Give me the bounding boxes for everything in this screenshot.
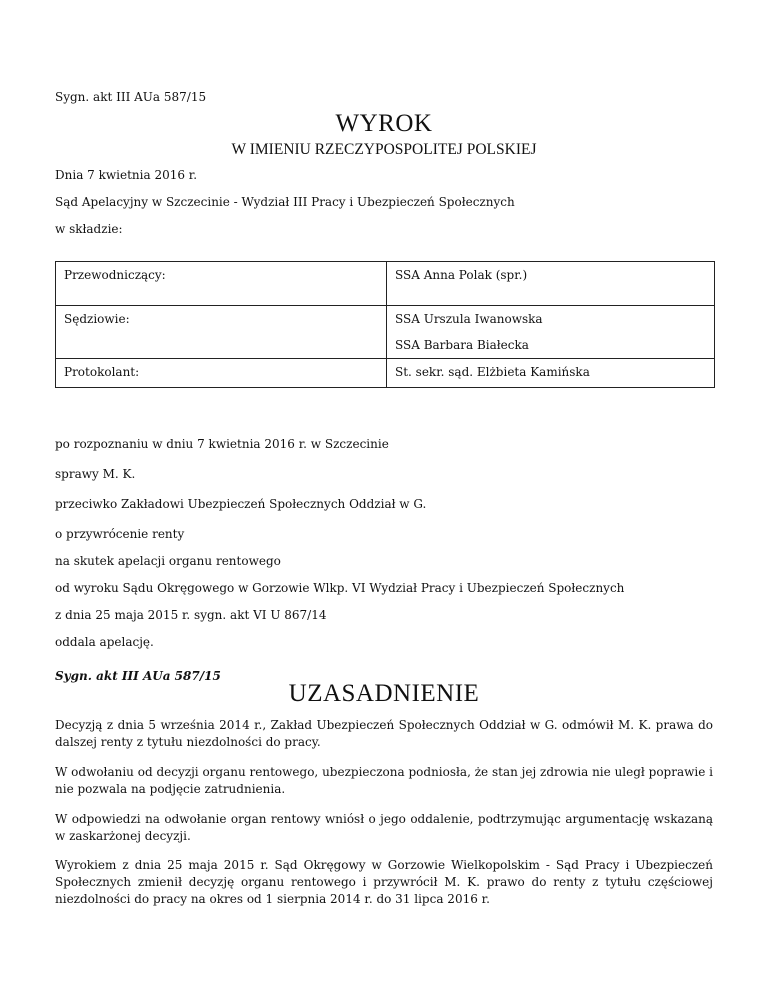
- clerk-name: St. sekr. sąd. Elżbieta Kamińska: [395, 365, 590, 379]
- ruling-line: sprawy M. K.: [55, 467, 136, 481]
- justification-paragraph: Wyrokiem z dnia 25 maja 2015 r. Sąd Okręgowy w Gorzowie Wielkopolskim - Sąd Pracy i Ubezpieczeń Społecznych zmienił decyzję organu rentowego i przywrócił M. K. prawo do renty z tytułu częściowej niezdolności do pracy na okres od 1 sierpnia 2014 r. do 31 lipca 2016 r.: [55, 858, 713, 906]
- ruling-date: Dnia 7 kwietnia 2016 r.: [55, 168, 198, 182]
- table-row: [56, 306, 715, 359]
- court-name: Sąd Apelacyjny w Szczecinie - Wydział III Pracy i Ubezpieczeń Społecznych: [55, 195, 515, 209]
- justification-title: UZASADNIENIE: [288, 680, 480, 707]
- clerk-label: Protokolant:: [64, 365, 140, 379]
- judge-name: SSA Urszula Iwanowska: [395, 312, 543, 326]
- chair-label: Przewodniczący:: [64, 268, 166, 282]
- chair-name: SSA Anna Polak (spr.): [395, 268, 528, 282]
- justification-paragraph: W odwołaniu od decyzji organu rentowego, ubezpieczona podniosła, że stan jej zdrowia nie uległ poprawie i nie pozwala na podjęcie zatrudnienia.: [55, 765, 713, 796]
- justification-paragraph: Decyzją z dnia 5 września 2014 r., Zakład Ubezpieczeń Społecznych Oddział w G. odmówił M. K. prawa do dalszej renty z tytułu niezdolności do pracy.: [55, 718, 713, 749]
- ruling-line: przeciwko Zakładowi Ubezpieczeń Społecznych Oddział w G.: [55, 497, 427, 511]
- ruling-line: na skutek apelacji organu rentowego: [55, 554, 281, 568]
- justification-paragraph: W odpowiedzi na odwołanie organ rentowy wniósł o jego oddalenie, podtrzymując argumentację wskazaną w zaskarżonej decyzji.: [55, 812, 713, 843]
- ruling-line: po rozpoznaniu w dniu 7 kwietnia 2016 r. w Szczecinie: [55, 437, 389, 451]
- judges-label: Sędziowie:: [64, 312, 130, 326]
- document-title: WYROK: [335, 110, 433, 137]
- table-row: [56, 262, 715, 306]
- ruling-line: o przywrócenie renty: [55, 527, 185, 541]
- table-row: [56, 359, 715, 388]
- ruling-line: oddala apelację.: [55, 635, 154, 649]
- ruling-line: od wyroku Sądu Okręgowego w Gorzowie Wlkp. VI Wydział Pracy i Ubezpieczeń Społecznych: [55, 581, 625, 595]
- case-signature: Sygn. akt III AUa 587/15: [55, 90, 207, 104]
- composition-label: w składzie:: [55, 222, 123, 236]
- judge-name: SSA Barbara Białecka: [395, 338, 529, 352]
- document-subtitle: W IMIENIU RZECZYPOSPOLITEJ POLSKIEJ: [231, 141, 537, 158]
- ruling-line: z dnia 25 maja 2015 r. sygn. akt VI U 867/14: [55, 608, 327, 622]
- justification-signature: Sygn. akt III AUa 587/15: [55, 669, 221, 683]
- composition-table: [55, 261, 715, 388]
